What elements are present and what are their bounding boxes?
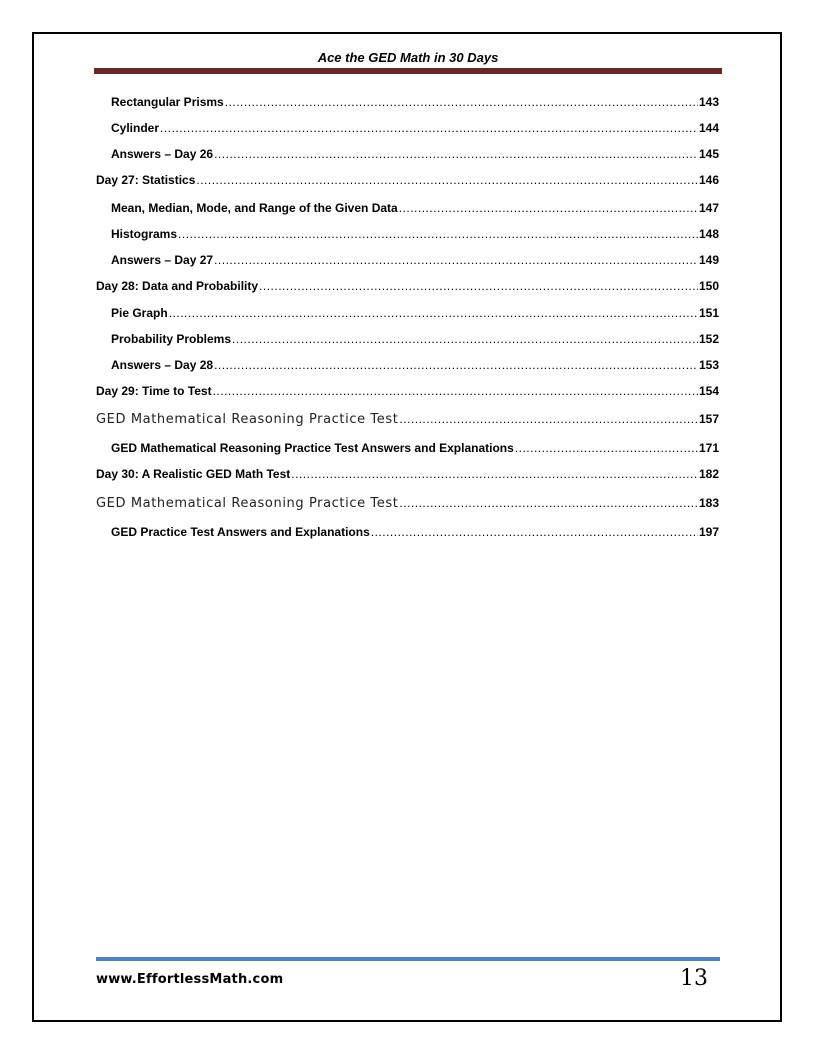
toc-entry-title: GED Practice Test Answers and Explanations [111, 525, 370, 539]
toc-entry-title: Pie Graph [111, 306, 168, 320]
toc-entry[interactable] [96, 412, 719, 427]
toc-entry[interactable] [96, 525, 719, 539]
toc-entry-title: Answers – Day 26 [111, 147, 214, 161]
footer-website: www.EffortlessMath.com [96, 972, 284, 987]
page-number: 13 [680, 966, 708, 991]
toc-entry-page: 182 [698, 467, 719, 481]
toc-entry-page: 146 [698, 173, 719, 187]
toc-dot-leader [214, 147, 698, 161]
toc-dot-leader [399, 496, 698, 510]
toc-entry-title: Mean, Median, Mode, and Range of the Given Data [111, 201, 398, 215]
toc-entry-title: Answers – Day 28 [111, 358, 214, 372]
toc-entry[interactable] [96, 95, 719, 109]
toc-entry-page: 197 [698, 525, 719, 539]
footer-rule [96, 957, 720, 961]
toc-entry-title: GED Mathematical Reasoning Practice Test [96, 412, 399, 427]
toc-entry-title: Day 29: Time to Test [96, 384, 212, 398]
toc-entry-page: 144 [698, 121, 719, 135]
toc-entry[interactable] [96, 147, 719, 161]
toc-entry[interactable] [96, 441, 719, 455]
toc-entry-title: Day 30: A Realistic GED Math Test [96, 467, 291, 481]
toc-entry-page: 148 [698, 227, 719, 241]
toc-dot-leader [291, 467, 698, 481]
toc-dot-leader [399, 412, 698, 426]
toc-entry-page: 152 [698, 332, 719, 346]
toc-entry-page: 149 [698, 253, 719, 267]
toc-entry-page: 143 [698, 95, 719, 109]
toc-entry[interactable] [96, 121, 719, 135]
toc-entry-page: 147 [698, 201, 719, 215]
toc-entry[interactable] [96, 253, 719, 267]
toc-dot-leader [259, 279, 698, 293]
toc-dot-leader [160, 121, 698, 135]
toc-entry-title: Cylinder [111, 121, 160, 135]
toc-entry-page: 154 [698, 384, 719, 398]
toc-entry-page: 145 [698, 147, 719, 161]
toc-dot-leader [232, 332, 698, 346]
toc-entry-title: GED Mathematical Reasoning Practice Test [96, 496, 399, 511]
toc-entry[interactable] [96, 306, 719, 320]
toc-entry-page: 171 [698, 441, 719, 455]
toc-dot-leader [169, 306, 698, 320]
toc-entry[interactable] [96, 358, 719, 372]
toc-dot-leader [213, 384, 698, 398]
toc-entry[interactable] [96, 384, 719, 398]
toc-entry-title: Answers – Day 27 [111, 253, 214, 267]
toc-dot-leader [399, 201, 698, 215]
toc-entry[interactable] [96, 467, 719, 481]
toc-dot-leader [515, 441, 698, 455]
toc-entry-page: 150 [698, 279, 719, 293]
toc-entry-page: 157 [698, 412, 719, 426]
toc-dot-leader [214, 358, 698, 372]
toc-entry[interactable] [96, 332, 719, 346]
toc-entry[interactable] [96, 279, 719, 293]
toc-entry[interactable] [96, 173, 719, 187]
toc-entry-page: 151 [698, 306, 719, 320]
toc-entry-title: Histograms [111, 227, 178, 241]
toc-dot-leader [225, 95, 698, 109]
toc-entry-title: Day 28: Data and Probability [96, 279, 259, 293]
running-header-title: Ace the GED Math in 30 Days [317, 50, 499, 65]
toc-entry-title: GED Mathematical Reasoning Practice Test Answers and Explanations [111, 441, 514, 455]
toc-entry-title: Rectangular Prisms [111, 95, 224, 109]
toc-entry-title: Probability Problems [111, 332, 232, 346]
toc-dot-leader [196, 173, 698, 187]
toc-dot-leader [214, 253, 698, 267]
toc-dot-leader [371, 525, 698, 539]
toc-dot-leader [178, 227, 698, 241]
toc-entry-title: Day 27: Statistics [96, 173, 196, 187]
header-rule [94, 68, 722, 74]
toc-entry[interactable] [96, 496, 719, 511]
toc-entry-page: 153 [698, 358, 719, 372]
toc-entry-page: 183 [698, 496, 719, 510]
toc-entry[interactable] [96, 201, 719, 215]
toc-entry[interactable] [96, 227, 719, 241]
